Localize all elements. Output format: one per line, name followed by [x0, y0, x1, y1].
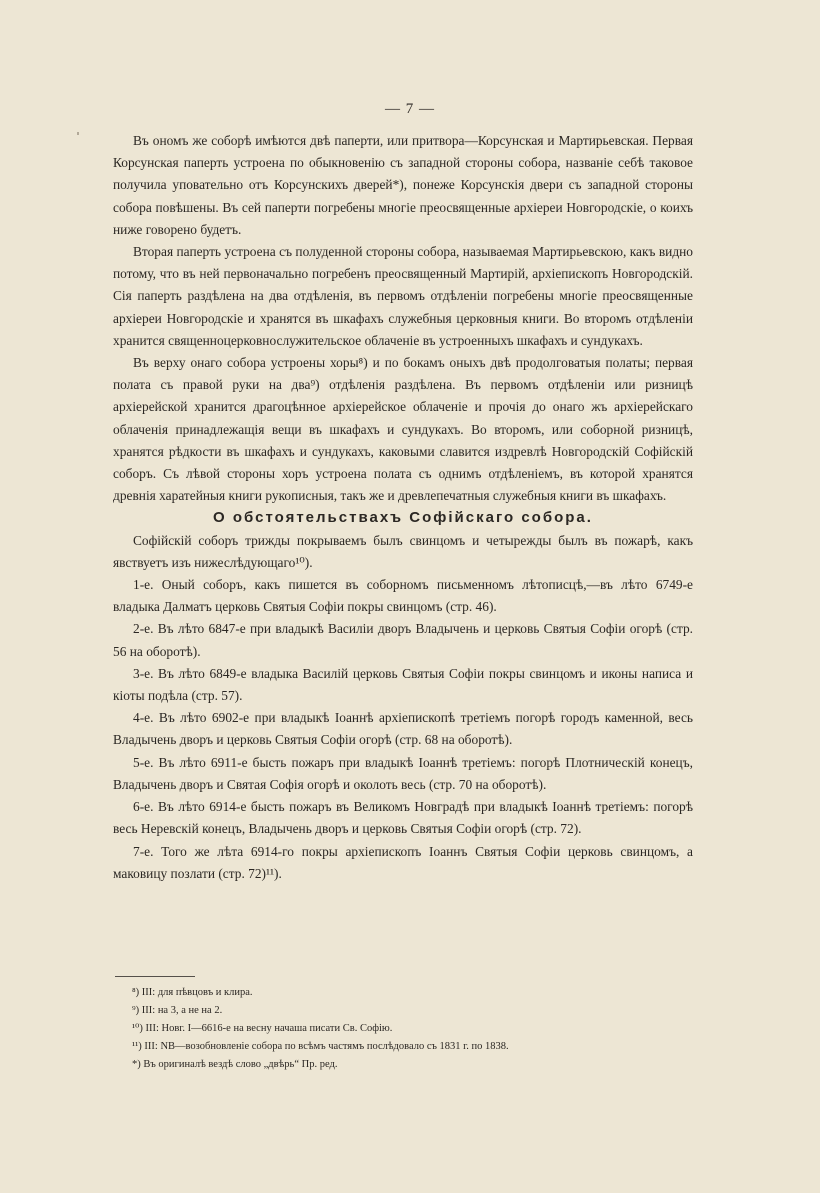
scan-speck: [77, 132, 79, 135]
entry-2: 2-е. Въ лѣто 6847-е при владыкѣ Василіи дворъ Владычень и церковь Святыя Софіи огорѣ (стр. 56 на оборотѣ).: [113, 621, 693, 659]
entry-4: 4-е. Въ лѣто 6902-е при владыкѣ Іоаннѣ архіепископѣ третіемъ погорѣ городъ каменной, весь Владычень дворъ и церковь Святыя Софіи огорѣ (стр. 68 на оборотѣ).: [113, 710, 693, 748]
paragraph-second-porch: Вторая паперть устроена съ полуденной стороны собора, называемая Мартирьевскою, какъ видно потому, что въ ней первоначально погребенъ преосвященный Мартирій, архіепископъ Новгородскій. Сія паперть раздѣлена на два отдѣленія, въ первомъ отдѣленіи погребены многіе преосвященные архіереи Новгородскіе и хранятся въ шкафахъ служебныя церковныя книги. Во второмъ отдѣленіи хранится священноцерковнослужительское облаченіе въ устроенныхъ шкафахъ и сундукахъ.: [113, 244, 693, 348]
footnote-editor: *) Въ оригиналѣ вездѣ слово „двѣрь“ Пр. ред.: [132, 1059, 338, 1070]
body-text: [113, 130, 693, 885]
paragraph-choirs: Въ верху онаго собора устроены хоры⁸) и по бокамъ оныхъ двѣ продолговатыя полаты; первая полата съ правой руки на два⁹) отдѣленія раздѣлена. Въ первомъ отдѣленіи или ризницѣ архіерейской хранится драгоцѣнное архіерейское облаченіе и прочія до онаго жъ архіерейскаго облаченія принадлежащія вещи въ шкафахъ и сундукахъ. Во второмъ, или соборной ризницѣ, хранятся рѣдкости въ шкафахъ и сундукахъ, каковыми славится издревлѣ Новгородскій Софійскій соборъ. Съ лѣвой стороны хоръ устроена полата съ однимъ отдѣленіемъ, въ которой хранятся древнія харатейныя книги рукописныя, такъ же и древлепечатныя служебныя книги въ шкафахъ.: [113, 355, 693, 504]
paragraph-porches: Въ ономъ же соборѣ имѣются двѣ паперти, или притвора—Корсунская и Мартирьевская. Первая Корсунская паперть устроена по обыкновенію съ западной стороны собора, названіе себѣ таковое получила уповательно отъ Корсунскихъ дверей*), понеже Корсунскія двери съ западной стороны собора повѣшены. Въ сей паперти погребены многіе преосвященные архіереи Новгородскіе, о коихъ ниже говорено будетъ.: [113, 133, 693, 237]
entry-3: 3-е. Въ лѣто 6849-е владыка Василій церковь Святыя Софіи покры свинцомъ и иконы написа и кіоты подѣла (стр. 57).: [113, 665, 693, 704]
entry-1: 1-е. Оный соборъ, какъ пишется въ соборномъ письменномъ лѣтописцѣ,—въ лѣто 6749-е владыка Далматъ церковь Святыя Софіи покры свинцомъ (стр. 46).: [113, 577, 693, 615]
entry-6: 6-е. Въ лѣто 6914-е бысть пожаръ въ Великомъ Новградѣ при владыкѣ Іоаннѣ третіемъ: погорѣ весь Неревскій конецъ, Владычень дворъ и церковь Святыя Софіи огорѣ (стр. 72).: [113, 799, 693, 837]
entry-7: 7-е. Того же лѣта 6914-го покры архіепископъ Іоаннъ Святыя Софіи церковь свинцомъ, а маковицу позлати (стр. 72)¹¹).: [113, 843, 693, 881]
entry-5: 5-е. Въ лѣто 6911-е бысть пожаръ при владыкѣ Іоаннѣ третіемъ: погорѣ Плотническій конецъ, Владычень дворъ и Святая Софія огорѣ и околоть весь (стр. 70 на оборотѣ).: [113, 754, 693, 792]
footnote-9: ⁹) III: на 3, а не на 2.: [132, 1005, 223, 1016]
footnotes: [132, 984, 692, 1074]
footnote-8: ⁸) III: для пѣвцовъ и клира.: [132, 987, 253, 998]
footnote-11: ¹¹) III: NB—возобновленіе собора по всѣмъ частямъ послѣдовало съ 1831 г. по 1838.: [132, 1041, 509, 1052]
page-number: — 7 —: [385, 101, 435, 117]
section-intro: Софійскій соборъ трижды покрываемъ былъ свинцомъ и четырежды былъ въ пожарѣ, какъ явствуетъ изъ нижеслѣдующаго¹⁰).: [113, 532, 693, 570]
footnote-divider: [115, 976, 195, 977]
footnote-10: ¹⁰) III: Новг. I—6616-е на весну начаша писати Св. Софію.: [132, 1023, 393, 1034]
section-heading: О обстоятельствахъ Софійскаго собора.: [213, 509, 593, 527]
